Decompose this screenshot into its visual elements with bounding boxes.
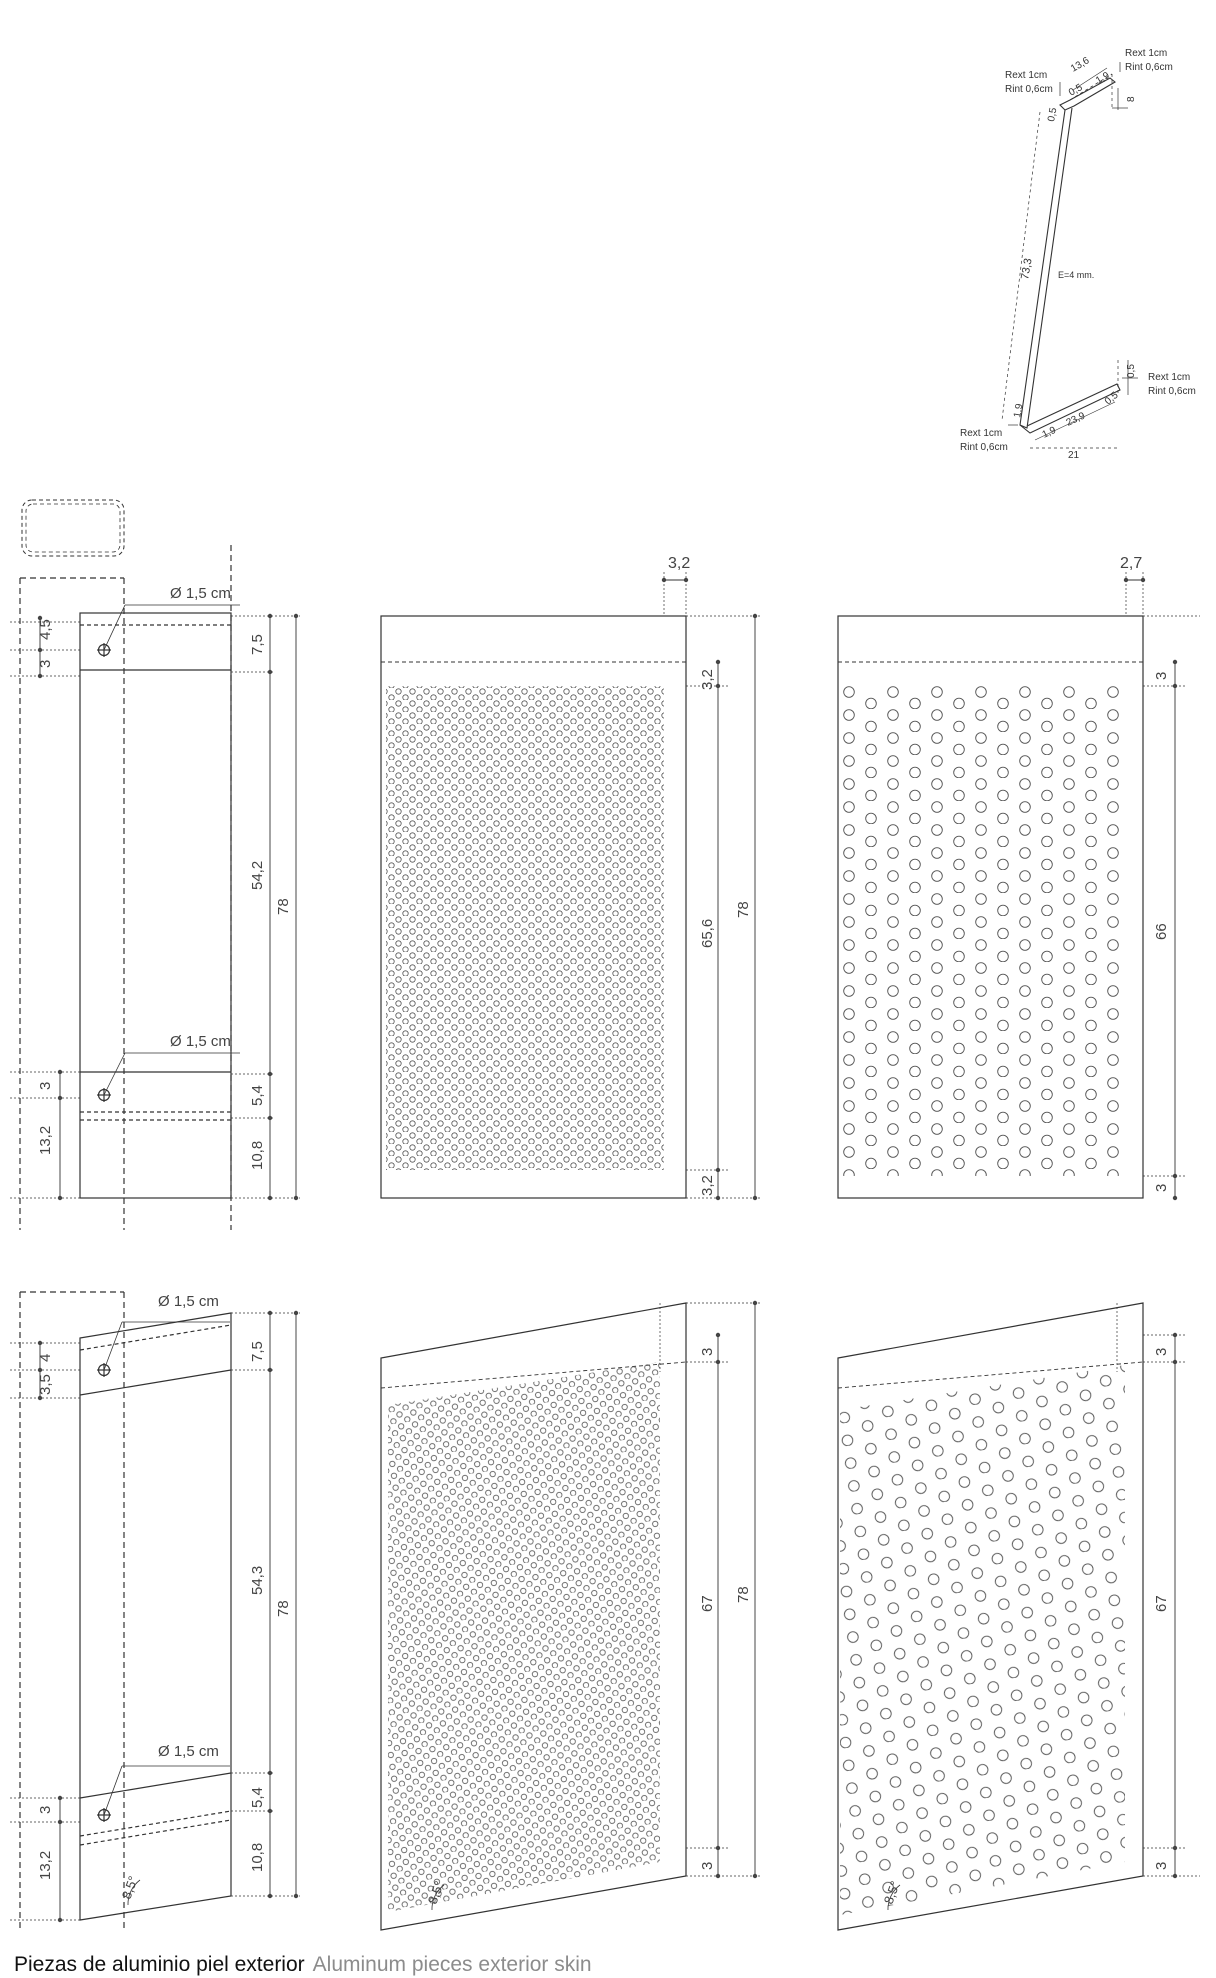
rint-label-top-right: Rint 0,6cm	[1125, 62, 1173, 73]
row2-dim-right-54-3: 54,3	[249, 1565, 266, 1595]
row2-side-angle: 8,5°	[118, 1874, 141, 1902]
row2-dim-right-5-4: 5,4	[249, 1787, 266, 1808]
section-dim-1-9-corner: 1,9	[1040, 424, 1058, 441]
row1-coarse-top-dim: 2,7	[1120, 555, 1143, 572]
row2-dim-right-78: 78	[275, 1600, 292, 1617]
row2-coarse-panel	[838, 1303, 1200, 1930]
caption-english: Aluminum pieces exterior skin	[312, 1953, 592, 1976]
section-dim-0-5-right-top: 0,5	[1126, 364, 1137, 378]
row1-hole-top-label: Ø 1,5 cm	[170, 585, 231, 602]
row2-fine-dim-78: 78	[735, 1586, 752, 1603]
row1-fine-labels	[668, 555, 752, 1196]
rint-label-bottom-left: Rint 0,6cm	[960, 442, 1008, 453]
row2-dim-left-4: 4	[37, 1353, 54, 1362]
row1-fine-top-dim: 3,2	[668, 555, 691, 572]
row1-coarse-panel	[838, 572, 1200, 1200]
figure-caption	[14, 1953, 592, 1977]
row2-fine-dim-3-bottom: 3	[699, 1861, 716, 1870]
row2-dim-left-3: 3	[37, 1805, 54, 1814]
rint-label-right: Rint 0,6cm	[1148, 386, 1196, 397]
section-dim-21: 21	[1068, 450, 1080, 461]
rext-label-right: Rext 1cm	[1148, 372, 1191, 383]
row2-fine-dim-67: 67	[699, 1595, 716, 1612]
row2-fine-dim-3-top: 3	[699, 1347, 716, 1356]
section-dim-0-5-left: 0,5	[1046, 106, 1060, 123]
section-detail	[1002, 62, 1138, 448]
row1-dim-left-3-bottom: 3	[37, 1081, 54, 1090]
row2-coarse-dim-67: 67	[1153, 1595, 1170, 1612]
rint-label-top-left: Rint 0,6cm	[1005, 84, 1053, 95]
row1-dim-left-4-5: 4,5	[37, 619, 54, 640]
section-dim-1-9-bottom: 1,9	[1012, 402, 1026, 419]
row2-coarse-dim-3-top: 3	[1153, 1347, 1170, 1356]
row2-fine-panel	[381, 1301, 760, 1930]
row2-dim-right-10-8: 10,8	[249, 1842, 266, 1872]
row1-fine-dim-65-6: 65,6	[699, 918, 716, 948]
caption-spanish: Piezas de aluminio piel exterior	[14, 1953, 305, 1976]
row2-coarse-angle: 8,5°	[880, 1879, 903, 1907]
row1-coarse-dim-3-bottom: 3	[1153, 1183, 1170, 1192]
row1-dim-left-13-2: 13,2	[37, 1125, 54, 1155]
row1-fine-dim-3-2-top: 3,2	[699, 669, 716, 690]
section-dim-23-9: 23,9	[1064, 410, 1087, 429]
thickness-label: E=4 mm.	[1058, 270, 1095, 280]
row2-side-labels	[37, 1293, 292, 1901]
row1-dim-right-7-5: 7,5	[249, 634, 266, 655]
section-labels	[960, 48, 1196, 461]
rext-label-top-right: Rext 1cm	[1125, 48, 1168, 59]
row1-fine-dim-3-2-bottom: 3,2	[699, 1175, 716, 1196]
row1-fine-dim-78: 78	[735, 901, 752, 918]
row1-coarse-dim-3-top: 3	[1153, 671, 1170, 680]
row2-dim-left-13-2: 13,2	[37, 1850, 54, 1880]
rext-label-top-left: Rext 1cm	[1005, 70, 1048, 81]
section-dim-13-6: 13,6	[1069, 55, 1092, 75]
row1-dim-right-54-2: 54,2	[249, 860, 266, 890]
row1-coarse-dim-66: 66	[1153, 923, 1170, 940]
row1-fine-panel	[381, 572, 760, 1200]
row1-dim-left-3-top: 3	[37, 659, 54, 668]
section-dim-0-5-right: 0,5	[1102, 389, 1121, 408]
row1-side-labels	[37, 585, 292, 1170]
row2-fine-angle: 8,5°	[424, 1879, 447, 1907]
row1-dim-right-5-4: 5,4	[249, 1085, 266, 1106]
section-dim-0-5-top: 0,5	[1067, 82, 1085, 99]
section-dim-73-3: 73,3	[1019, 257, 1035, 281]
row2-hole-top-label: Ø 1,5 cm	[158, 1293, 219, 1310]
row2-dim-left-3-5: 3,5	[37, 1374, 54, 1395]
row2-hole-bottom-label: Ø 1,5 cm	[158, 1743, 219, 1760]
rext-label-bottom-left: Rext 1cm	[960, 428, 1003, 439]
row1-dim-right-10-8: 10,8	[249, 1140, 266, 1170]
row2-coarse-dim-3-bottom: 3	[1153, 1861, 1170, 1870]
section-dim-8: 8	[1126, 96, 1137, 102]
row1-dim-right-78: 78	[275, 898, 292, 915]
row1-hole-bottom-label: Ø 1,5 cm	[170, 1033, 231, 1050]
row2-dim-right-7-5: 7,5	[249, 1341, 266, 1362]
section-dim-1-9-top: 1,9	[1094, 70, 1112, 87]
